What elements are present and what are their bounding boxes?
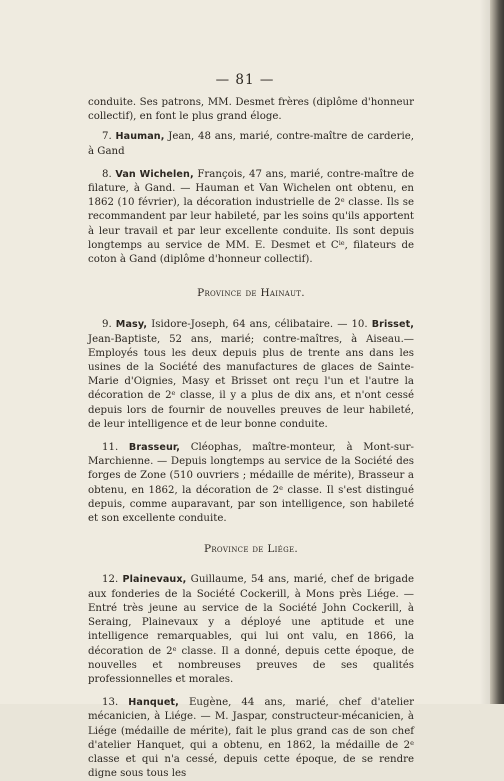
entry-number: 11. (102, 442, 119, 454)
superscript: ie (338, 238, 345, 247)
entry-number: 13. (102, 697, 119, 709)
entry-11 (88, 441, 414, 526)
person-name: Van Wichelen, (115, 168, 194, 180)
page-text (88, 96, 414, 781)
superscript: e (340, 196, 345, 205)
entry-text: Guillaume, 54 ans, marié, chef de brigade aux fonderies de la Société Cockerill, à Mons près Liége. — Entré très jeune au service de la Société John Cockerill, à Seraing, Plainevaux y a déployé une aptitude et une intelligence remarquables, qui lui ont valu, en 1866, la décoration de 2 (88, 574, 414, 657)
entry-8 (88, 168, 414, 267)
page-number: — 81 — (215, 72, 275, 88)
superscript: e (410, 738, 414, 747)
entry-text: classe. Il a donné, depuis cette époque, de nouvelles et nombreuses preuves de ses qualités professionnelles et morales. (88, 645, 414, 685)
entry-text: classe, il y a plus de dix ans, et n'ont cessé depuis lors de fournir de nouvelles preuves de leur habileté, de leur intelligence et de leur bonne conduite. (88, 390, 414, 430)
superscript: e (279, 483, 283, 492)
entry-text: classe. Il s'est distingué depuis, comme auparavant, par son intelligence, son habileté et son excellente conduite. (88, 484, 414, 525)
person-name: Brasseur, (128, 442, 181, 454)
entry-number: 9. (102, 319, 112, 331)
page-gutter-shadow (480, 0, 490, 704)
person-name: Hauman, (115, 131, 165, 143)
entry-number: 8. (102, 168, 112, 180)
person-name: Hanquet, (128, 697, 179, 709)
person-name: Masy, (115, 319, 148, 331)
superscript: e (171, 389, 176, 398)
entry-text: , filateurs de coton à Gand (diplôme d'honneur collectif). (88, 239, 414, 266)
entry-text: Jean-Baptiste, 52 ans, marié; contre-maîtres, à Aiseau.—Employés tous les deux depuis plus de trente ans dans les usines de la Société des manufactures de glaces de Sainte-Marie d'Oignies, Masy et Brisset ont reçu l'un et l'autre la décoration de 2 (88, 333, 414, 402)
entry-text: Isidore-Joseph, 64 ans, célibataire. — 10. (147, 319, 372, 331)
entry-13 (88, 696, 414, 781)
person-name: Brisset, (371, 319, 414, 331)
entry-text: classe et qui n'a cessé, depuis cette époque, de se rendre digne sous tous les (88, 753, 414, 780)
entry-text: Eugène, 44 ans, marié, chef d'atelier mécanicien, à Liége. — M. Jaspar, constructeur-mécanicien, à Liége (médaille de mérite), fait le plus grand cas de son chef d'atelier Hanquet, qui a obtenu, en 1862, la médaille de 2 (88, 697, 414, 751)
entry-9-10 (88, 318, 414, 432)
entry-number: 12. (102, 574, 119, 586)
province-heading-liege: Province de Liége. (203, 543, 299, 556)
entry-12 (88, 573, 414, 687)
entry-text: Cléophas, maître-monteur, à Mont-sur-Marchienne. — Depuis longtemps au service de la Société des forges de Zone (510 ouvriers ; médaille de mérite), Brasseur a obtenu, en 1862, la décoration de 2 (88, 442, 414, 496)
province-heading-hainaut: Province de Hainaut. (197, 287, 305, 300)
entry-number: 7. (102, 131, 112, 143)
entry-text: classe. Ils se recommandent par leur habileté, par les soins qu'ils apportent à leur travail et par leur excellente conduite. Ils sont depuis longtemps au service de MM. E. Desmet et C (88, 197, 415, 251)
entry-text: Jean, 48 ans, marié, contre-maître de carderie, à Gand (88, 131, 414, 157)
book-binding-edge (490, 0, 504, 704)
entry-text: François, 47 ans, marié, contre-maître de filature, à Gand. — Hauman et Van Wichelen ont obtenu, en 1862 (10 février), la décoration industrielle de 2 (88, 168, 414, 209)
intro-paragraph: conduite. Ses patrons, MM. Desmet frères (diplôme d'honneur collectif), en font le plus grand éloge. (88, 97, 414, 123)
entry-7 (88, 130, 414, 158)
superscript: e (172, 644, 177, 653)
person-name: Plainevaux, (122, 574, 187, 586)
